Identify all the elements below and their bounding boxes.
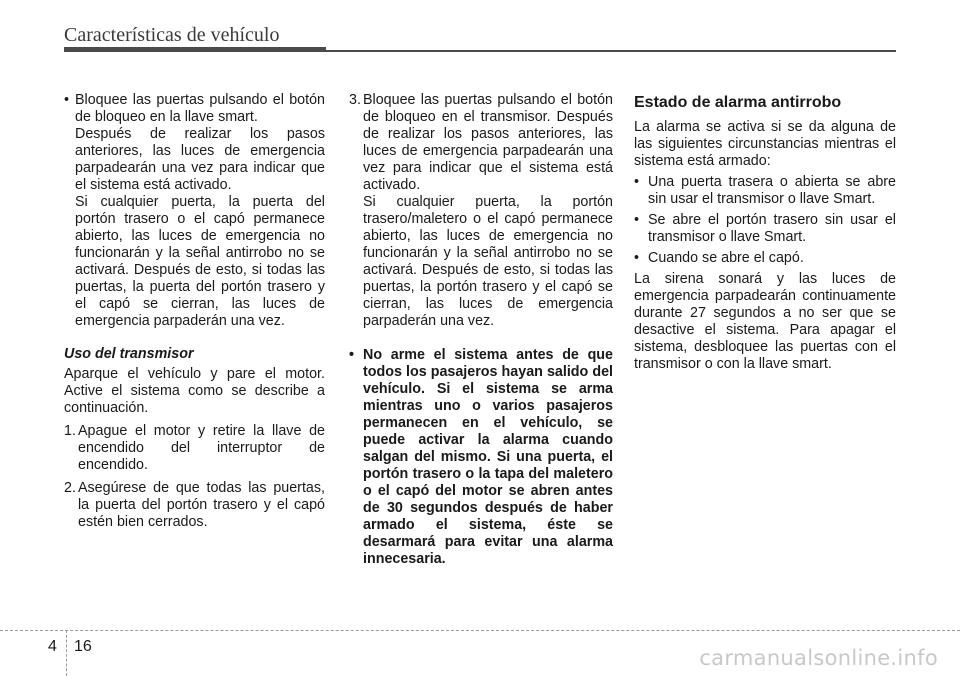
warning-text: No arme el sistema antes de que todos los pasajeros hayan salido del vehículo. Si el sistema se arma mientras uno o varios pasajeros permanecen en el vehículo, se puede activar la alarma cuando salgan del mismo. Si una puerta, el portón trasero o la tapa del maletero o el capó del motor se abren antes de 30 segundos después de haber armado el sistema, éste se desarmará para evitar una alarma innecesaria. — [363, 347, 613, 567]
step-paragraph: Si cualquier puerta, la portón trasero/maletero o el capó permanece abierto, las luces de emergencia no funcionarán y la señal antirrobo no se activará. Después de esto, si todas las puertas, la portón trasero y el capó se cierran, las luces de emergencia parpaderán una vez. — [363, 194, 613, 329]
step-text: Bloquee las puertas pulsando el botón de bloqueo en el transmisor. Después de realizar los pasos anteriores, las luces de emergencia parpadearán una vez para indicar que el sistema está activado. — [363, 92, 613, 193]
bullet-mark: • — [634, 250, 640, 266]
numbered-step — [64, 423, 325, 474]
bullet-item — [634, 174, 896, 208]
chapter-number: 4 — [48, 638, 57, 655]
bullet-text: Una puerta trasera o abierta se abre sin usar el transmisor o llave Smart. — [648, 174, 896, 207]
bullet-item — [634, 212, 896, 246]
bullet-mark: • — [634, 174, 640, 190]
watermark: carmanualsonline.info — [699, 646, 938, 670]
footer-separator — [66, 630, 67, 676]
header-rule-thick — [64, 47, 326, 52]
bullet-mark: • — [64, 92, 70, 108]
subheading: Uso del transmisor — [64, 346, 194, 362]
step-number: 2. — [64, 480, 76, 496]
step-text: Apague el motor y retire la llave de encendido del interruptor de encendido. — [78, 423, 325, 473]
header-rule-thin — [326, 50, 896, 52]
intro-paragraph: La alarma se activa si se da alguna de las siguientes circunstancias mientras el sistema está armado: — [634, 119, 896, 169]
numbered-step — [64, 480, 325, 531]
numbered-step — [349, 92, 613, 194]
column-right — [634, 92, 896, 373]
step-number: 3. — [349, 92, 361, 108]
bullet-paragraph: Si cualquier puerta, la puerta del portón trasero o el capó permanece abierto, las luces de emergencia no funcionarán y la señal antirrobo no se activará. Después de esto, si todas las puertas, la puerta del portón trasero y el capó se cierran, las luces de emergencia parpaderán una vez. — [75, 194, 325, 329]
closing-paragraph: La sirena sonará y las luces de emergencia parpadearán continuamente durante 27 segundos a no ser que se desactive el sistema. Para apagar el sistema, desbloquee las puertas con el transmisor o con la llave smart. — [634, 271, 896, 372]
step-text: Asegúrese de que todas las puertas, la puerta del portón trasero y el capó estén bien cerrados. — [78, 480, 325, 530]
warning-item — [349, 347, 613, 568]
bullet-mark: • — [634, 212, 640, 228]
column-middle — [349, 92, 613, 568]
footer-divider — [0, 630, 960, 631]
bullet-paragraph: Después de realizar los pasos anteriores, las luces de emergencia parpadearán una vez para indicar que el sistema está activado. — [75, 126, 325, 193]
page-header-title: Características de vehículo — [64, 24, 280, 46]
section-title: Estado de alarma antirrobo — [634, 94, 842, 111]
warning-bullet: • — [349, 347, 355, 363]
intro-paragraph: Aparque el vehículo y pare el motor. Active el sistema como se describe a continuación. — [64, 366, 325, 416]
bullet-text: Cuando se abre el capó. — [648, 250, 804, 266]
bullet-text: Bloquee las puertas pulsando el botón de bloqueo en la llave smart. — [75, 92, 325, 125]
bullet-text: Se abre el portón trasero sin usar el transmisor o llave Smart. — [648, 212, 896, 245]
bullet-item — [64, 92, 325, 126]
step-number: 1. — [64, 423, 76, 439]
bullet-item — [634, 250, 896, 267]
column-left — [64, 92, 325, 531]
page-number: 16 — [74, 638, 92, 655]
